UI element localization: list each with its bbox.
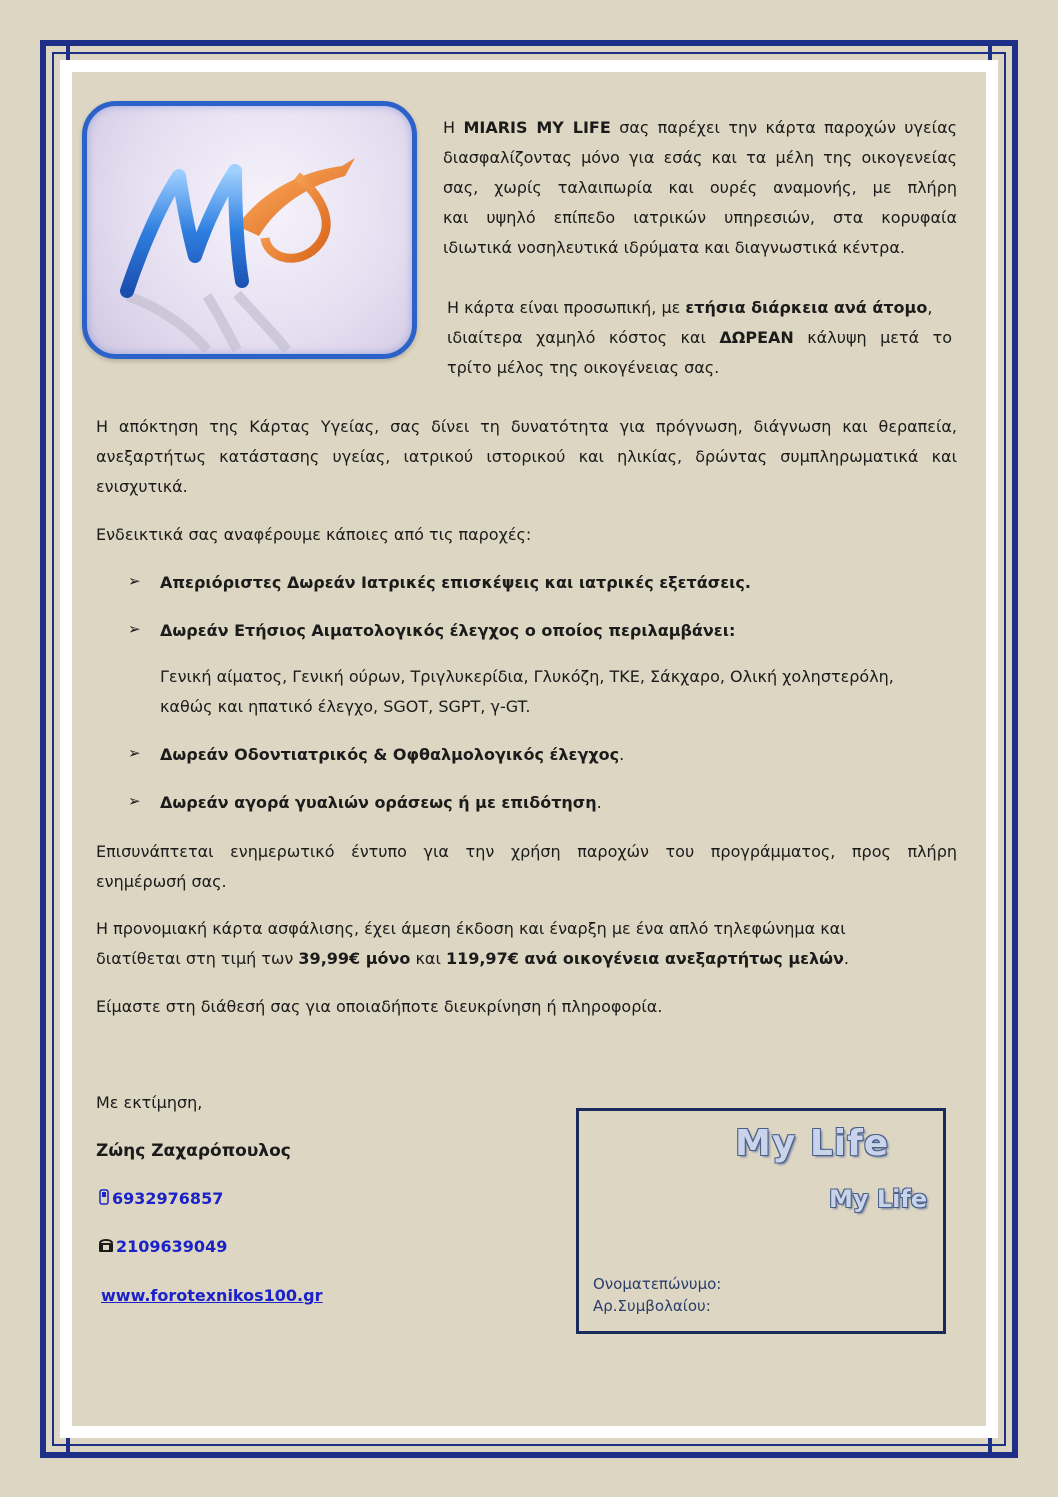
intro-line-2: διασφαλίζοντας μόνο για εσάς και τα μέλη της οικογενείας	[443, 148, 957, 167]
benefit-item-4: Δωρεάν αγορά γυαλιών οράσεως ή με επιδότηση.	[160, 793, 602, 812]
attachment-line-1: Επισυνάπτεται ενημερωτικό έντυπο για την χρήση παροχών του προγράμματος, προς πλήρη	[96, 842, 957, 861]
membership-card	[576, 1108, 946, 1334]
price-family: 119,97€ ανά οικογένεια ανεξαρτήτως μελών	[445, 949, 844, 968]
acquisition-line-1: Η απόκτηση της Κάρτας Υγείας, σας δίνει τη δυνατότητα για πρόγνωση, διάγνωση και θεραπεία,	[96, 417, 957, 436]
border-corner-tick	[66, 1438, 70, 1458]
card-policy-label: Αρ.Συμβολαίου:	[593, 1297, 711, 1315]
benefit-item-2: Δωρεάν Ετήσιος Αιματολογικός έλεγχος ο οποίος περιλαμβάνει:	[160, 621, 736, 640]
signer-name: Ζώης Ζαχαρόπουλος	[96, 1141, 291, 1161]
benefit-item-2-detail-1: Γενική αίματος, Γενική ούρων, Τριγλυκερίδια, Γλυκόζη, ΤΚΕ, Σάκχαρο, Ολική χοληστερόλη,	[160, 667, 894, 686]
arrow-bullet-icon: ➢	[128, 792, 141, 810]
arrow-bullet-icon: ➢	[128, 572, 141, 590]
pricing-line-1: Η προνομιακή κάρτα ασφάλισης, έχει άμεση έκδοση και έναρξη με ένα απλό τηλεφώνημα και	[96, 919, 846, 938]
arrow-bullet-icon: ➢	[128, 620, 141, 638]
closing-line: Είμαστε στη διάθεσή σας για οποιαδήποτε διευκρίνηση ή πληροφορία.	[96, 997, 663, 1016]
card-info-line-2: ιδιαίτερα χαμηλό κόστος και ΔΩΡΕΑΝ κάλυψη μετά το	[447, 328, 952, 347]
benefit-item-3: Δωρεάν Οδοντιατρικός & Οφθαλμολογικός έλεγχος.	[160, 745, 625, 764]
mobile-row	[98, 1184, 223, 1215]
intro-line-1: Η MIARIS MY LIFE σας παρέχει την κάρτα παροχών υγείας	[443, 118, 957, 137]
acquisition-line-3: ενισχυτικά.	[96, 477, 188, 496]
border-corner-tick	[988, 40, 992, 60]
card-info-line-3: τρίτο μέλος της οικογένειας σας.	[447, 358, 720, 377]
benefits-intro: Ενδεικτικά σας αναφέρουμε κάποιες από τις παροχές:	[96, 525, 532, 544]
price-single: 39,99€ μόνο	[298, 949, 411, 968]
phone-number[interactable]: 2109639049	[116, 1237, 228, 1256]
intro-line-3: σας, χωρίς ταλαιπωρία και ουρές αναμονής, με πλήρη	[443, 178, 957, 197]
telephone-icon	[98, 1233, 116, 1263]
border-corner-tick	[988, 1438, 992, 1458]
card-title: My Life	[735, 1123, 890, 1164]
card-subtitle: My Life	[829, 1185, 928, 1213]
attachment-line-2: ενημέρωσή σας.	[96, 872, 227, 891]
card-info-line-1: Η κάρτα είναι προσωπική, με ετήσια διάρκεια ανά άτομο,	[447, 298, 933, 317]
mobile-number[interactable]: 6932976857	[112, 1189, 224, 1208]
myl-logo	[82, 101, 417, 359]
brand-name: MIARIS MY LIFE	[463, 118, 611, 137]
website-link[interactable]: www.forotexnikos100.gr	[101, 1286, 323, 1305]
arrow-bullet-icon: ➢	[128, 744, 141, 762]
border-corner-tick	[66, 40, 70, 60]
benefit-item-1: Απεριόριστες Δωρεάν Ιατρικές επισκέψεις και ιατρικές εξετάσεις.	[160, 573, 751, 592]
benefit-item-2-detail-2: καθώς και ηπατικό έλεγχο, SGOT, SGPT, γ-GT.	[160, 697, 531, 716]
card-name-label: Ονοματεπώνυμο:	[593, 1275, 722, 1293]
pricing-line-2: διατίθεται στη τιμή των 39,99€ μόνο και 119,97€ ανά οικογένεια ανεξαρτήτως μελών.	[96, 949, 850, 968]
acquisition-line-2: ανεξαρτήτως κατάστασης υγείας, ιατρικού ιστορικού και ηλικίας, δρώντας συμπληρωματικά και	[96, 447, 957, 466]
intro-line-4: και υψηλό επίπεδο ιατρικών υπηρεσιών, στα κορυφαία	[443, 208, 957, 227]
intro-line-5: ιδιωτικά νοσηλευτικά ιδρύματα και διαγνωστικά κέντρα.	[443, 238, 905, 257]
phone-row	[98, 1232, 227, 1263]
my-logo-mark	[87, 106, 412, 354]
greeting: Με εκτίμηση,	[96, 1093, 203, 1112]
mobile-phone-icon	[98, 1185, 112, 1215]
